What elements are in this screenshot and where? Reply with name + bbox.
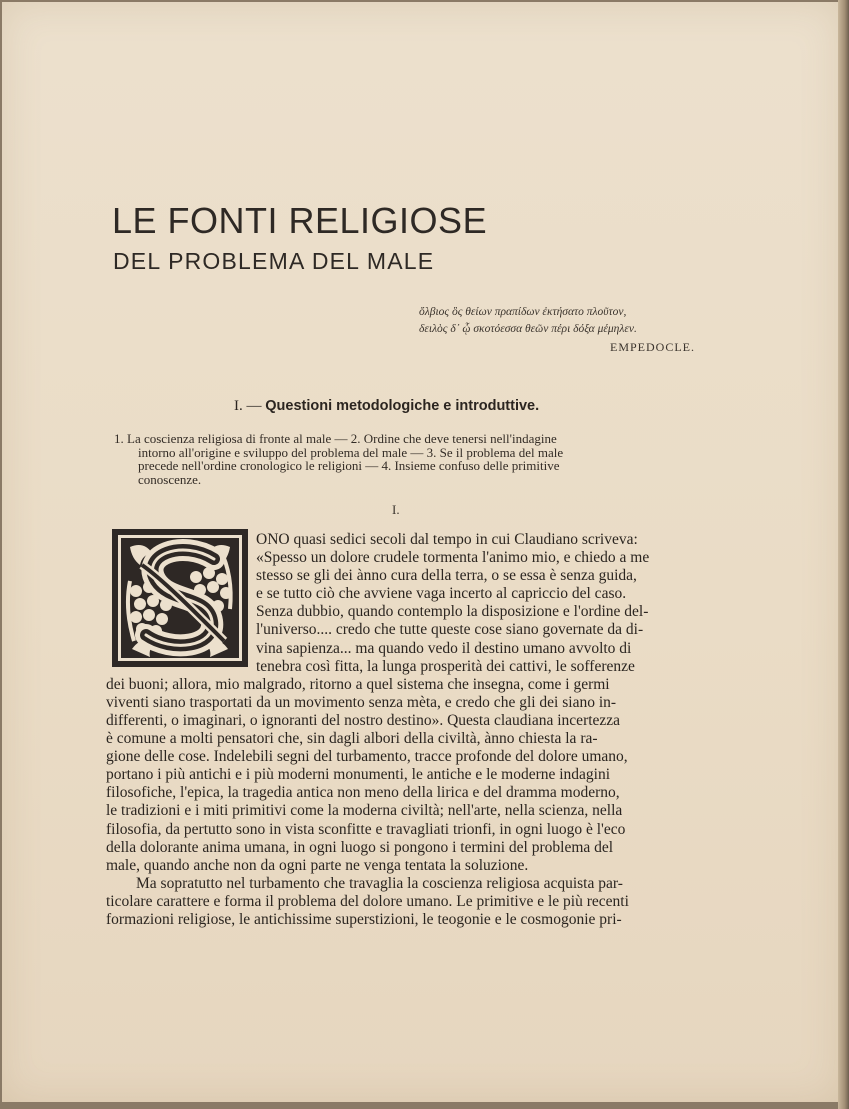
body-line: portano i più antichi e i più moderni monumenti, le antiche e le moderne indagini <box>106 766 611 784</box>
body-line: dei buoni; allora, mio malgrado, ritorno a quel sistema che insegna, come i germi <box>106 675 610 693</box>
body-line: l'universo.... credo che tutte queste cose siano governate da di- <box>256 621 644 639</box>
body-line: tenebra così fitta, la lunga prosperità dei cattivi, le sofferenze <box>256 657 635 675</box>
body-line: Senza dubbio, quando contemplo la disposizione e l'ordine del- <box>256 603 649 621</box>
body-line: è comune a molti pensatori che, sin dagli albori della civiltà, ànno chiesta la ra- <box>106 730 598 748</box>
body-line: male, quando anche non da ogni parte ne venga tentata la soluzione. <box>106 856 529 874</box>
body-line: stesso se gli dei ànno cura della terra, o se essa è senza guida, <box>256 567 637 585</box>
page-title: LE FONTI RELIGIOSE <box>112 200 488 241</box>
body-line: le tradizioni e i miti primitivi come la moderna civiltà; nell'arte, nella scienza, nella <box>106 802 623 820</box>
body-line: differenti, o imaginari, o ignoranti del nostro destino». Questa claudiana incertezza <box>106 711 621 729</box>
summary-line: precede nell'ordine cronologico le religioni — 4. Insieme confuso delle primitive <box>138 458 560 473</box>
body-line: «Spesso un dolore crudele tormenta l'animo mio, e chiedo a me <box>256 549 650 567</box>
section-number: I. <box>392 502 400 517</box>
body-line: formazioni religiose, le antichissime superstizioni, le teogonie e le cosmogonie pri- <box>106 910 622 928</box>
summary-line: conoscenze. <box>138 471 202 487</box>
body-line: vina sapienza... ma quando vedo il destino umano avvolto di <box>256 639 632 657</box>
body-line: e se tutto ciò che avviene vaga incerto al capriccio del caso. <box>256 585 627 603</box>
body-line: viventi siano trasportati da un movimento senza mèta, e credo che gli dei siano in- <box>106 693 617 711</box>
epigraph-line: ὄλβιος ὃς θείων πραπίδων ἐκτήσατο πλοῦτον, <box>419 306 627 318</box>
epigraph <box>419 304 695 356</box>
chapter-title: Questioni metodologiche e introduttive. <box>265 398 540 414</box>
page-subtitle: DEL PROBLEMA DEL MALE <box>113 248 435 274</box>
body-line: Ma sopratutto nel turbamento che travaglia la coscienza religiosa acquista par- <box>136 874 623 892</box>
body-line: della dolorante anima umana, in ogni luogo si pongono i termini del problema del <box>106 838 614 856</box>
epigraph-author: EMPEDOCLE. <box>610 340 695 354</box>
body-line: filosofia, da pertutto sono in vista sconfitte e travagliati trionfi, in ogni luogo è l'eco <box>106 820 626 838</box>
summary-line: 1. La coscienza religiosa di fronte al male — 2. Ordine che deve tenersi nell'indagine <box>114 431 557 446</box>
chapter-number: I. — <box>234 398 266 414</box>
page-edge <box>838 0 849 1109</box>
body-text <box>106 531 688 929</box>
body-line: ONO quasi sedici secoli dal tempo in cui Claudiano scriveva: <box>256 531 638 548</box>
book-page <box>2 2 840 1102</box>
body-line: filosofiche, l'epica, la tragedia antica non meno della lirica e del dramma moderno, <box>106 784 620 802</box>
body-line: ticolare carattere e forma il problema del dolore umano. Le primitive e le più recenti <box>106 892 629 910</box>
epigraph-line: δειλὸς δ᾽ ᾧ σκοτόεσσα θεῶν πέρι δόξα μέμηλεν. <box>419 323 637 335</box>
body-line: gione delle cose. Indelebili segni del turbamento, tracce profonde del dolore umano, <box>106 748 628 766</box>
chapter-summary <box>114 432 690 486</box>
summary-line: intorno all'origine e sviluppo del problema del male — 3. Se il problema del male <box>138 444 564 460</box>
chapter-heading <box>234 398 654 415</box>
